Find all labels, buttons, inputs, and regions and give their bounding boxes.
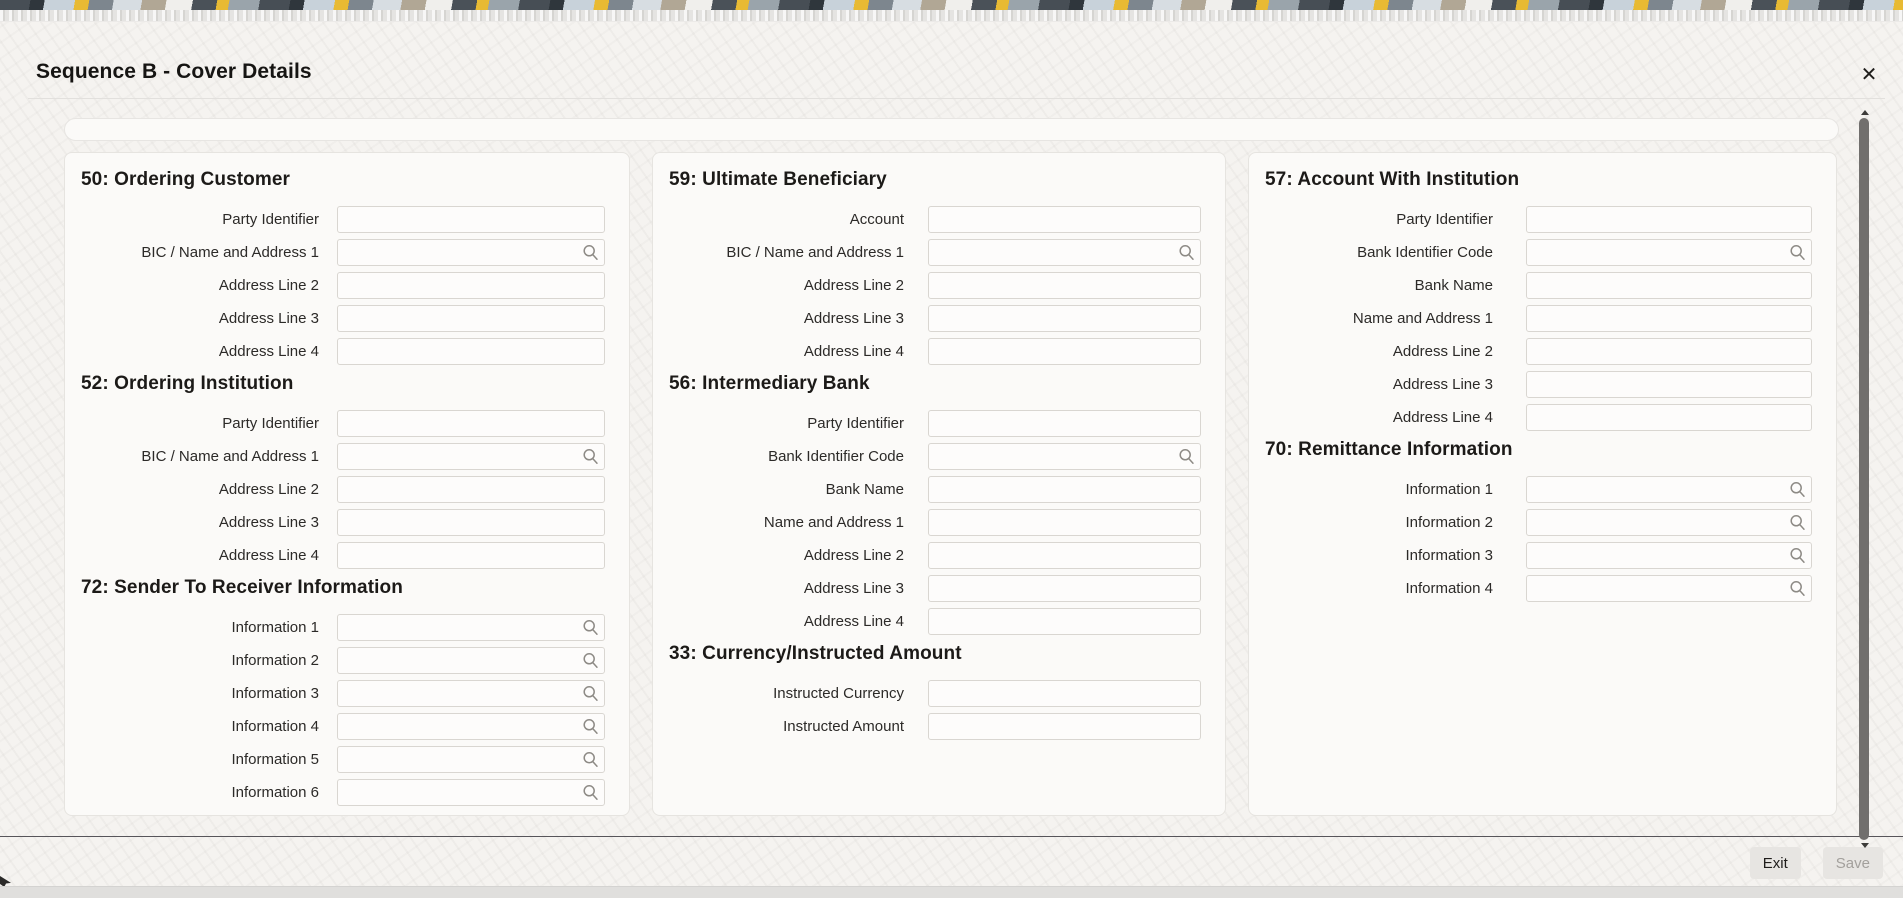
field-row [81,206,605,233]
input-wrap [928,272,1201,299]
text-input[interactable] [928,239,1201,266]
text-input[interactable] [337,746,605,773]
input-wrap [337,410,605,437]
field-label: Address Line 4 [1392,409,1493,426]
field-label: Address Line 4 [218,547,319,564]
field-row [81,272,605,299]
input-wrap [337,680,605,707]
input-wrap [1526,371,1812,398]
input-wrap [928,239,1201,266]
section-title: 72: Sender To Receiver Information [81,577,403,598]
torn-paper-edge [0,10,1903,22]
field-row [669,305,1201,332]
field-row [1265,476,1812,503]
text-input[interactable] [337,614,605,641]
text-input[interactable] [337,680,605,707]
field-label: Address Line 2 [218,277,319,294]
input-wrap [1526,206,1812,233]
input-wrap [928,206,1201,233]
input-wrap [1526,272,1812,299]
field-label: Account [849,211,904,228]
text-input[interactable] [1526,476,1812,503]
field-label: Party Identifier [222,211,319,228]
field-row [1265,305,1812,332]
field-row [1265,509,1812,536]
input-wrap [1526,404,1812,431]
scroll-up-icon[interactable] [1861,110,1869,115]
input-wrap [1526,476,1812,503]
cover-details-dialog [0,22,1903,886]
field-label: Address Line 3 [218,310,319,327]
input-wrap [337,206,605,233]
field-label: Address Line 3 [218,514,319,531]
text-input[interactable] [928,443,1201,470]
field-label: Information 3 [231,685,319,702]
section-title: 56: Intermediary Bank [669,373,870,394]
text-input[interactable] [337,239,605,266]
field-label: Address Line 2 [803,547,904,564]
input-wrap [337,305,605,332]
text-input[interactable] [337,338,605,365]
search-icon[interactable] [1789,481,1806,498]
field-label: Bank Name [1414,277,1493,294]
field-label: Information 4 [1405,580,1493,597]
text-input[interactable] [337,509,605,536]
field-row [669,476,1201,503]
field-row [669,680,1201,707]
field-label: Address Line 2 [1392,343,1493,360]
field-row [81,647,605,674]
search-icon[interactable] [582,652,599,669]
input-wrap [1526,509,1812,536]
field-label: Address Line 3 [803,310,904,327]
search-icon[interactable] [1789,514,1806,531]
text-input[interactable] [1526,239,1812,266]
column-card-2 [652,152,1226,816]
input-wrap [337,509,605,536]
input-wrap [337,239,605,266]
field-label: Instructed Currency [773,685,904,702]
title-divider [28,98,1885,99]
input-wrap [928,608,1201,635]
field-label: Bank Identifier Code [1357,244,1493,261]
column-card-3 [1248,152,1837,816]
text-input[interactable] [1526,509,1812,536]
field-label: Information 1 [231,619,319,636]
field-label: Information 5 [231,751,319,768]
column-card-1 [64,152,630,816]
text-input[interactable] [928,713,1201,740]
search-icon[interactable] [582,619,599,636]
input-wrap [337,542,605,569]
input-wrap [337,338,605,365]
search-icon[interactable] [1178,448,1195,465]
field-label: Information 6 [231,784,319,801]
footer-divider [0,836,1903,837]
field-row [1265,206,1812,233]
field-label: Information 1 [1405,481,1493,498]
field-row [669,206,1201,233]
search-icon[interactable] [582,718,599,735]
text-input[interactable] [1526,272,1812,299]
text-input[interactable] [337,272,605,299]
text-input[interactable] [1526,542,1812,569]
field-row [81,305,605,332]
input-wrap [337,476,605,503]
field-row [669,713,1201,740]
input-wrap [337,443,605,470]
section-title: 57: Account With Institution [1265,169,1520,190]
field-label: Information 3 [1405,547,1493,564]
field-row [669,272,1201,299]
search-icon[interactable] [582,784,599,801]
text-input[interactable] [928,608,1201,635]
text-input[interactable] [928,305,1201,332]
field-label: Address Line 4 [803,613,904,630]
field-label: Information 2 [231,652,319,669]
scrollbar-thumb[interactable] [1859,118,1869,840]
field-label: Address Line 3 [1392,376,1493,393]
footer-buttons [1750,847,1883,879]
text-input[interactable] [928,575,1201,602]
field-row [81,779,605,806]
bottom-strip [0,886,1903,898]
field-label: Address Line 4 [218,343,319,360]
field-row [81,410,605,437]
exit-button[interactable]: Exit [1750,847,1801,879]
form-columns [64,152,1837,816]
text-input[interactable] [1526,371,1812,398]
input-wrap [1526,575,1812,602]
section-title: 50: Ordering Customer [81,169,291,190]
field-label: BIC / Name and Address 1 [141,244,319,261]
field-label: Address Line 2 [803,277,904,294]
field-label: Name and Address 1 [763,514,904,531]
field-label: Name and Address 1 [1352,310,1493,327]
field-row [1265,404,1812,431]
search-icon[interactable] [1789,244,1806,261]
section-title: 33: Currency/Instructed Amount [669,643,962,664]
field-row [1265,575,1812,602]
input-wrap [1526,338,1812,365]
input-wrap [928,443,1201,470]
text-input[interactable] [1526,338,1812,365]
search-icon[interactable] [1789,580,1806,597]
background-pattern-band [0,0,1903,10]
input-wrap [1526,239,1812,266]
text-input[interactable] [337,779,605,806]
field-row [81,542,605,569]
text-input[interactable] [337,206,605,233]
input-wrap [928,680,1201,707]
input-wrap [928,476,1201,503]
field-label: Information 2 [1405,514,1493,531]
text-input[interactable] [928,509,1201,536]
section-title: 70: Remittance Information [1265,439,1513,460]
input-wrap [337,272,605,299]
search-icon[interactable] [582,244,599,261]
field-row [81,746,605,773]
text-input[interactable] [928,338,1201,365]
text-input[interactable] [928,680,1201,707]
field-row [669,338,1201,365]
text-input[interactable] [1526,575,1812,602]
dialog-title: Sequence B - Cover Details [36,60,312,83]
text-input[interactable] [337,647,605,674]
text-input[interactable] [1526,305,1812,332]
field-row [81,443,605,470]
text-input[interactable] [1526,206,1812,233]
input-wrap [928,509,1201,536]
field-label: Address Line 2 [218,481,319,498]
search-icon[interactable] [1178,244,1195,261]
close-icon[interactable]: ✕ [1860,63,1878,86]
text-input[interactable] [928,272,1201,299]
text-input[interactable] [337,410,605,437]
input-wrap [928,542,1201,569]
text-input[interactable] [1526,404,1812,431]
search-icon[interactable] [1789,547,1806,564]
field-row [81,338,605,365]
input-wrap [1526,542,1812,569]
field-row [81,713,605,740]
field-label: Address Line 3 [803,580,904,597]
field-row [1265,272,1812,299]
section-title: 59: Ultimate Beneficiary [669,169,887,190]
input-wrap [1526,305,1812,332]
section-title: 52: Ordering Institution [81,373,294,394]
field-label: Bank Name [825,481,904,498]
text-input[interactable] [337,443,605,470]
field-row [669,410,1201,437]
collapsed-panel [64,118,1839,141]
text-input[interactable] [928,542,1201,569]
text-input[interactable] [928,410,1201,437]
field-label: Party Identifier [222,415,319,432]
input-wrap [337,779,605,806]
field-row [669,608,1201,635]
text-input[interactable] [337,476,605,503]
field-row [81,476,605,503]
text-input[interactable] [337,305,605,332]
vertical-scrollbar[interactable] [1858,110,1872,848]
field-row [669,575,1201,602]
text-input[interactable] [928,476,1201,503]
scroll-down-icon[interactable] [1861,843,1869,848]
field-label: Party Identifier [1396,211,1493,228]
field-row [81,509,605,536]
field-row [81,614,605,641]
field-row [1265,371,1812,398]
field-row [669,542,1201,569]
text-input[interactable] [337,542,605,569]
input-wrap [337,614,605,641]
input-wrap [928,305,1201,332]
field-label: Information 4 [231,718,319,735]
field-row [1265,239,1812,266]
search-icon[interactable] [582,685,599,702]
field-row [1265,338,1812,365]
field-label: Instructed Amount [783,718,904,735]
field-label: BIC / Name and Address 1 [726,244,904,261]
field-label: Address Line 4 [803,343,904,360]
search-icon[interactable] [582,751,599,768]
field-label: BIC / Name and Address 1 [141,448,319,465]
input-wrap [337,746,605,773]
input-wrap [928,713,1201,740]
field-label: Bank Identifier Code [768,448,904,465]
field-label: Party Identifier [807,415,904,432]
input-wrap [337,647,605,674]
search-icon[interactable] [582,448,599,465]
field-row [81,680,605,707]
field-row [81,239,605,266]
input-wrap [337,713,605,740]
save-button[interactable]: Save [1823,847,1883,879]
field-row [669,239,1201,266]
text-input[interactable] [928,206,1201,233]
input-wrap [928,410,1201,437]
field-row [669,443,1201,470]
field-row [1265,542,1812,569]
text-input[interactable] [337,713,605,740]
field-row [669,509,1201,536]
input-wrap [928,338,1201,365]
input-wrap [928,575,1201,602]
